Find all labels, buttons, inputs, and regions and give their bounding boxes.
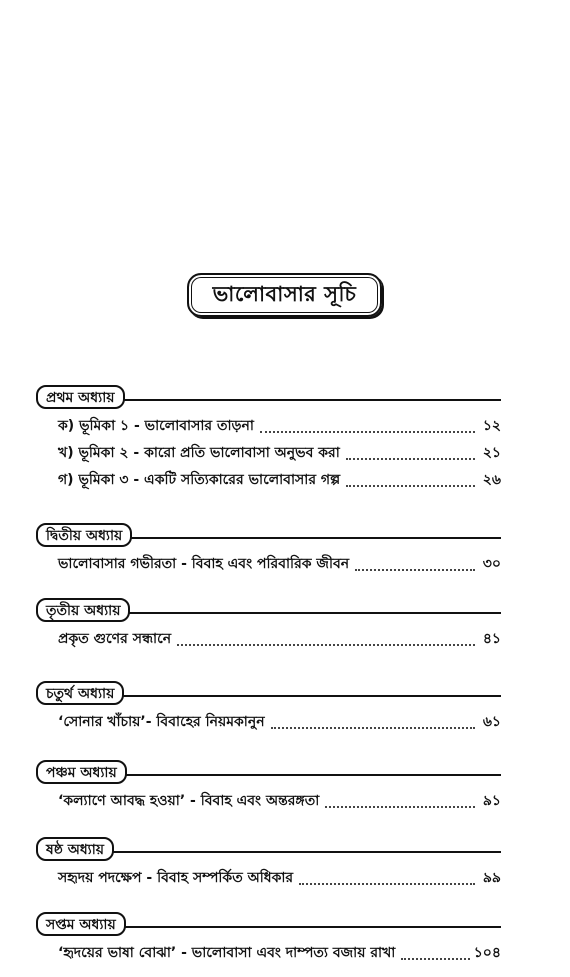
chapter-heading <box>36 681 501 707</box>
dot-leader <box>260 431 475 433</box>
chapter-label: সপ্তম অধ্যায় <box>36 912 126 936</box>
chapter-7 <box>36 912 501 965</box>
dot-leader <box>346 458 475 460</box>
chapter-label: তৃতীয় অধ্যায় <box>36 598 130 622</box>
chapter-rule <box>130 537 501 539</box>
entry-page-number: ৯৯ <box>482 870 501 886</box>
chapter-label: ষষ্ঠ অধ্যায় <box>36 837 114 861</box>
entry-page-number: ৪১ <box>482 631 501 647</box>
dot-leader <box>401 958 469 960</box>
dot-leader <box>177 644 475 646</box>
toc-entry[interactable] <box>36 707 501 734</box>
chapter-heading <box>36 912 501 938</box>
chapter-rule <box>125 774 501 776</box>
chapter-2 <box>36 523 501 576</box>
chapter-6 <box>36 837 501 890</box>
toc-entry[interactable] <box>36 624 501 651</box>
chapter-heading <box>36 598 501 624</box>
entry-page-number: ১২ <box>482 418 501 434</box>
entry-page-number: ৯১ <box>482 793 501 809</box>
chapter-label: চতুর্থ অধ্যায় <box>36 681 124 705</box>
toc-entry[interactable] <box>36 938 501 965</box>
entry-title: ‘সোনার খাঁচায়’- বিবাহের নিয়মকানুন <box>58 710 267 734</box>
entry-page-number: ২১ <box>482 445 501 461</box>
chapter-5 <box>36 760 501 813</box>
toc-entry[interactable] <box>36 438 501 465</box>
toc-entry[interactable] <box>36 411 501 438</box>
entry-title: ভালোবাসার গভীরতা - বিবাহ এবং পরিবারিক জীবন <box>58 552 351 576</box>
entry-page-number: ১০৪ <box>473 945 501 961</box>
entry-title: প্রকৃত গুণের সন্ধানে <box>58 627 173 651</box>
chapter-label: দ্বিতীয় অধ্যায় <box>36 523 132 547</box>
toc-entry[interactable] <box>36 863 501 890</box>
chapter-4 <box>36 681 501 734</box>
chapter-rule <box>124 926 501 928</box>
entry-title: গ) ভূমিকা ৩ - একটি সত্যিকারের ভালোবাসার গল্প <box>58 468 342 492</box>
entry-title: সহৃদয় পদক্ষেপ - বিবাহ সম্পর্কিত অধিকার <box>58 866 295 890</box>
toc-entry[interactable] <box>36 549 501 576</box>
chapter-rule <box>128 612 501 614</box>
entry-title: ক) ভূমিকা ১ - ভালোবাসার তাড়না <box>58 414 256 438</box>
entry-title: ‘হৃদয়ের ভাষা বোঝা’ - ভালোবাসা এবং দাম্পত্য বজায় রাখা <box>58 941 397 965</box>
dot-leader <box>271 727 475 729</box>
chapter-heading <box>36 385 501 411</box>
entry-page-number: ৩০ <box>482 556 501 572</box>
toc-entry[interactable] <box>36 786 501 813</box>
chapter-heading <box>36 523 501 549</box>
dot-leader <box>346 485 475 487</box>
entry-title: ‘কল্যাণে আবদ্ধ হওয়া’ - বিবাহ এবং অন্তরঙ্গতা <box>58 789 321 813</box>
chapter-heading <box>36 837 501 863</box>
chapter-label: প্রথম অধ্যায় <box>36 385 125 409</box>
chapter-label: পঞ্চম অধ্যায় <box>36 760 127 784</box>
chapter-1 <box>36 385 501 492</box>
entry-title: খ) ভূমিকা ২ - কারো প্রতি ভালোবাসা অনুভব করা <box>58 441 342 465</box>
entry-page-number: ২৬ <box>482 472 501 488</box>
dot-leader <box>355 569 475 571</box>
chapter-heading <box>36 760 501 786</box>
chapter-rule <box>123 399 501 401</box>
chapter-3 <box>36 598 501 651</box>
toc-title-box <box>187 273 382 317</box>
toc-title: ভালোবাসার সূচি <box>212 281 357 306</box>
dot-leader <box>325 806 475 808</box>
entry-page-number: ৬১ <box>482 714 501 730</box>
toc-entry[interactable] <box>36 465 501 492</box>
dot-leader <box>299 883 475 885</box>
chapter-rule <box>112 851 501 853</box>
chapter-rule <box>122 695 501 697</box>
